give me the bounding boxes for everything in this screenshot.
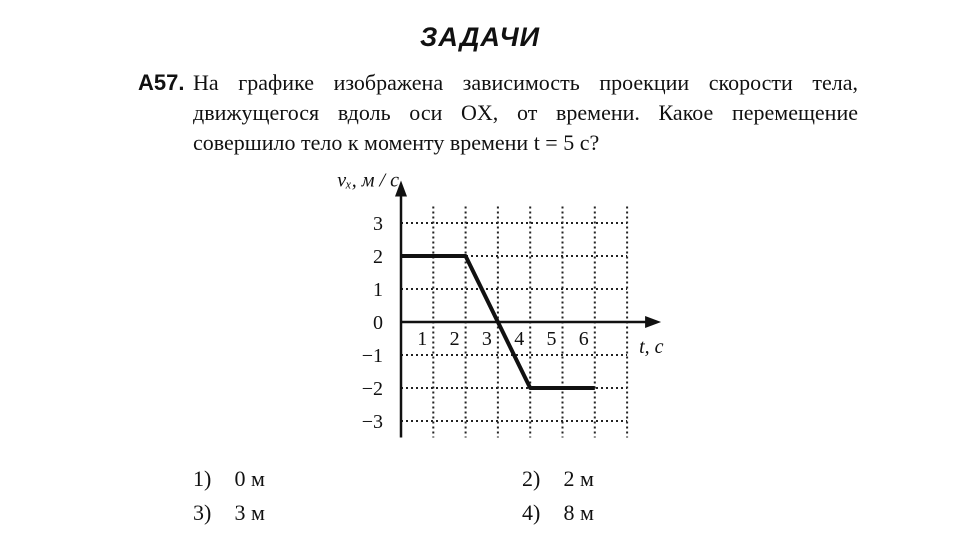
x-tick-label: 4 (514, 328, 525, 350)
y-tick-label: 0 (373, 312, 383, 334)
y-tick-label: −1 (361, 345, 383, 367)
x-axis-label: t, с (639, 336, 664, 358)
y-axis-label: vₓ, м / с (337, 169, 399, 192)
answer-number: 2) (522, 466, 541, 491)
x-tick-label: 1 (417, 328, 428, 350)
answer-value: 3 м (234, 500, 265, 525)
y-tick-label: 2 (373, 246, 383, 268)
y-tick-label: 1 (373, 279, 383, 301)
x-tick-label: 2 (449, 328, 460, 350)
answer-number: 4) (522, 500, 541, 525)
answer-option-2[interactable] (522, 466, 594, 492)
answer-option-1[interactable] (193, 466, 265, 492)
answer-value: 0 м (234, 466, 265, 491)
problem-text: На графике изображена зависимость проекции скорости тела, движущегося вдоль оси OX, от времени. Какое перемещение совершило тело к моменту времени t = 5 с? (193, 70, 858, 155)
x-tick-label: 3 (481, 328, 492, 350)
page-heading: ЗАДАЧИ (419, 22, 541, 52)
answer-value: 2 м (563, 466, 594, 491)
y-tick-label: 3 (373, 213, 383, 235)
answer-option-3[interactable] (193, 500, 265, 526)
x-tick-label: 6 (578, 328, 589, 350)
problem-number: А57. (138, 70, 185, 95)
y-tick-label: −3 (361, 411, 383, 433)
y-tick-label: −2 (361, 378, 383, 400)
x-tick-label: 5 (546, 328, 557, 350)
answer-value: 8 м (563, 500, 594, 525)
answer-number: 3) (193, 500, 212, 525)
answer-number: 1) (193, 466, 212, 491)
x-axis-arrow (645, 316, 661, 328)
answer-option-4[interactable] (522, 500, 594, 526)
